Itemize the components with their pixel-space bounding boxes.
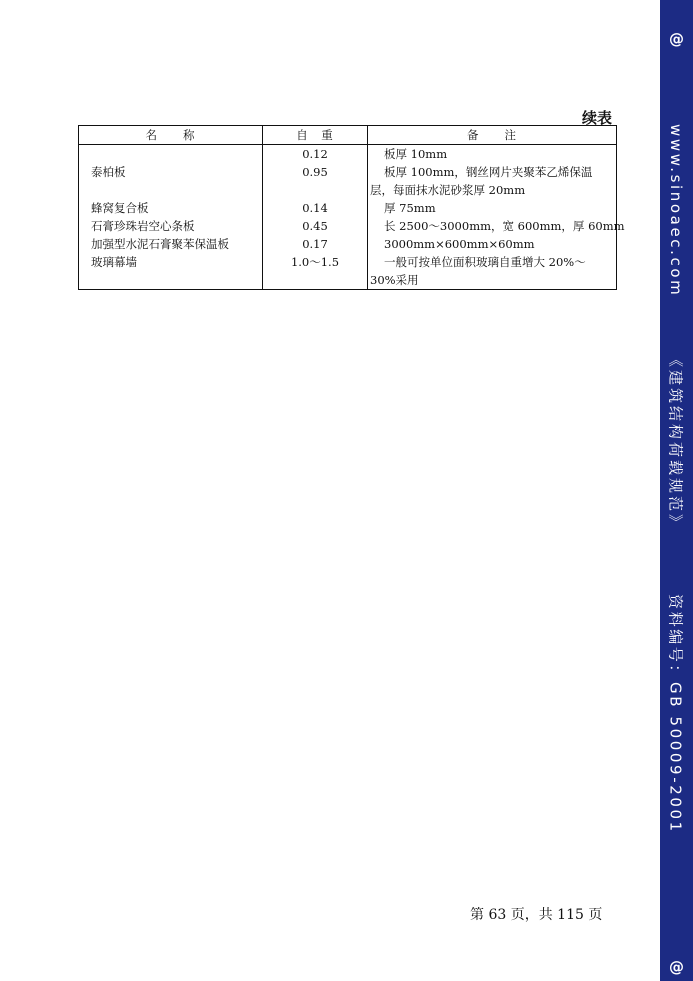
table-row xyxy=(79,163,617,199)
weight-table xyxy=(78,125,625,290)
row-weight: 0.14 xyxy=(263,199,368,217)
watermark-sidebar xyxy=(660,0,693,981)
row-weight: 0.17 xyxy=(263,235,368,253)
continued-label: 续表 xyxy=(581,109,612,127)
note-line: 板厚 100mm，钢丝网片夹聚苯乙烯保温 xyxy=(384,165,593,179)
row-notes xyxy=(368,235,617,253)
row-weight: 0.12 xyxy=(263,145,368,164)
note-line: 一般可按单位面积玻璃自重增大 20%～ xyxy=(384,255,586,269)
website-link[interactable]: www.sinoaec.com xyxy=(667,124,685,298)
row-name: 石膏珍珠岩空心条板 xyxy=(79,217,263,235)
row-weight: 0.45 xyxy=(263,217,368,235)
row-name: 玻璃幕墙 xyxy=(79,253,263,290)
row-notes xyxy=(368,145,617,164)
row-notes xyxy=(368,217,625,235)
row-name xyxy=(79,145,263,164)
note-line: 30%采用 xyxy=(370,273,419,287)
at-symbol-top: @ xyxy=(669,30,684,48)
row-notes xyxy=(368,199,617,217)
table-row xyxy=(79,217,617,235)
table-header-row xyxy=(79,126,617,145)
document-code: 资料编号：GB 50009-2001 xyxy=(666,594,685,834)
header-name: 名 称 xyxy=(79,126,263,145)
note-line: 板厚 10mm xyxy=(384,147,448,161)
at-symbol-bottom: @ xyxy=(669,958,684,976)
note-line: 3000mm×600mm×60mm xyxy=(384,237,535,251)
table-row xyxy=(79,145,617,164)
row-weight: 1.0～1.5 xyxy=(263,253,368,290)
table-row xyxy=(79,253,617,290)
header-notes: 备 注 xyxy=(368,126,617,145)
header-weight: 自 重 xyxy=(263,126,368,145)
row-name: 加强型水泥石膏聚苯保温板 xyxy=(79,235,263,253)
row-name: 蜂窝复合板 xyxy=(79,199,263,217)
row-notes xyxy=(368,253,617,290)
book-title: 《建筑结构荷载规范》 xyxy=(666,352,685,533)
note-line: 层，每面抹水泥砂浆厚 20mm xyxy=(370,183,526,197)
row-weight: 0.95 xyxy=(263,163,368,199)
table-row xyxy=(79,199,617,217)
table-row xyxy=(79,235,617,253)
row-name: 泰柏板 xyxy=(79,163,263,199)
row-notes xyxy=(368,163,617,199)
note-line: 厚 75mm xyxy=(384,201,436,215)
note-line: 长 2500～3000mm，宽 600mm，厚 60mm xyxy=(384,219,625,233)
page-number: 第 63 页，共 115 页 xyxy=(470,907,603,923)
